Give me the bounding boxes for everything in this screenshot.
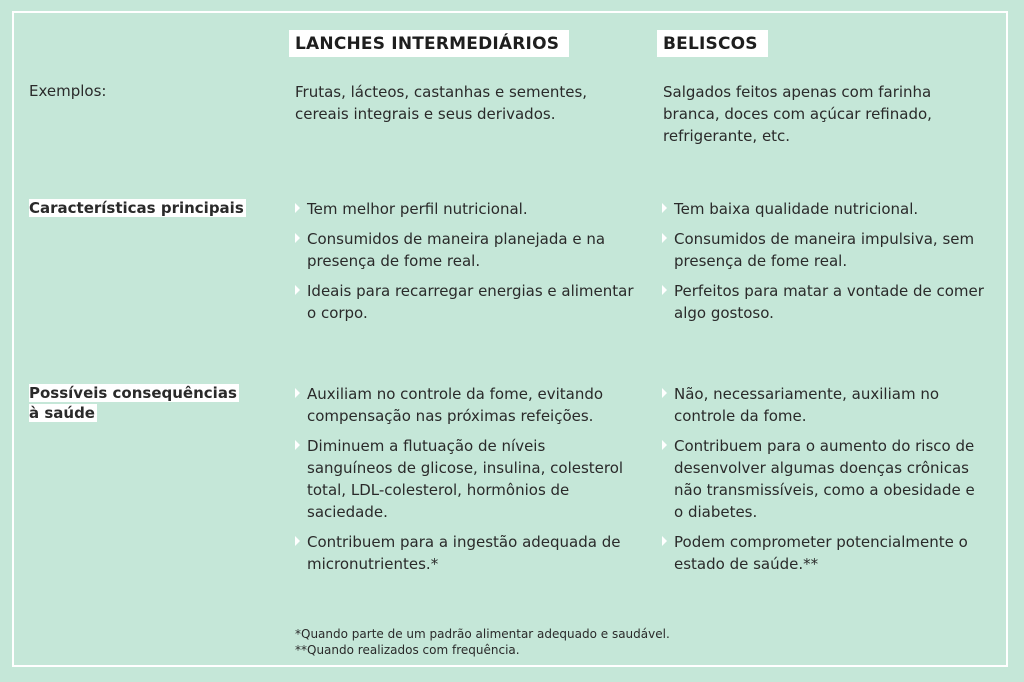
list-item xyxy=(662,198,1007,220)
row-label-characteristics xyxy=(29,198,246,218)
list-item xyxy=(295,280,640,324)
footnote-1: *Quando parte de um padrão alimentar adequado e saudável. xyxy=(295,627,670,641)
bullet-triangle-icon xyxy=(295,285,300,295)
list-item-text: Contribuem para o aumento do risco de desenvolver algumas doenças crônicas não transmissíveis, como a obesidade e o diabetes. xyxy=(674,437,975,521)
characteristics-lanches-list xyxy=(295,198,640,324)
list-item xyxy=(662,280,1007,324)
header-beliscos: BELISCOS xyxy=(657,30,768,57)
list-item xyxy=(295,435,625,523)
list-item xyxy=(662,228,1007,272)
list-item-text: Podem comprometer potencialmente o estado de saúde.** xyxy=(674,533,968,573)
bullet-triangle-icon xyxy=(662,536,667,546)
bullet-triangle-icon xyxy=(662,440,667,450)
list-item-text: Consumidos de maneira planejada e na presença de fome real. xyxy=(307,230,606,270)
list-item xyxy=(295,531,625,575)
list-item-text: Perfeitos para matar a vontade de comer algo gostoso. xyxy=(674,282,984,322)
list-item-text: Não, necessariamente, auxiliam no controle da fome. xyxy=(674,385,940,425)
list-item-text: Auxiliam no controle da fome, evitando compensação nas próximas refeições. xyxy=(307,385,604,425)
bullet-triangle-icon xyxy=(295,388,300,398)
bullet-triangle-icon xyxy=(295,440,300,450)
row-label-consequences xyxy=(29,383,249,423)
examples-beliscos: Salgados feitos apenas com farinha branca, doces com açúcar refinado, refrigerante, etc. xyxy=(663,83,932,145)
examples-lanches: Frutas, lácteos, castanhas e sementes, cereais integrais e seus derivados. xyxy=(295,83,588,123)
consequences-lanches-list xyxy=(295,383,625,575)
row-label-examples: Exemplos: xyxy=(29,82,107,100)
bullet-triangle-icon xyxy=(295,233,300,243)
list-item-text: Consumidos de maneira impulsiva, sem presença de fome real. xyxy=(674,230,975,270)
footnote-2: **Quando realizados com frequência. xyxy=(295,643,520,657)
bullet-triangle-icon xyxy=(662,203,667,213)
list-item xyxy=(662,435,977,523)
bullet-triangle-icon xyxy=(662,388,667,398)
consequences-beliscos-list xyxy=(662,383,977,575)
bullet-triangle-icon xyxy=(295,203,300,213)
bullet-triangle-icon xyxy=(295,536,300,546)
list-item xyxy=(662,383,977,427)
row-label-consequences-text: Possíveis consequências à saúde xyxy=(29,384,237,422)
list-item-text: Ideais para recarregar energias e alimentar o corpo. xyxy=(307,282,634,322)
bullet-triangle-icon xyxy=(662,285,667,295)
row-label-characteristics-text: Características principais xyxy=(29,199,244,217)
list-item xyxy=(295,198,640,220)
list-item-text: Contribuem para a ingestão adequada de micronutrientes.* xyxy=(307,533,621,573)
list-item-text: Diminuem a flutuação de níveis sanguíneos de glicose, insulina, colesterol total, LDL-colesterol, hormônios de saciedade. xyxy=(307,437,624,521)
list-item xyxy=(662,531,977,575)
header-lanches-intermediarios: LANCHES INTERMEDIÁRIOS xyxy=(289,30,569,57)
characteristics-beliscos-list xyxy=(662,198,1007,324)
list-item xyxy=(295,383,625,427)
list-item xyxy=(295,228,640,272)
bullet-triangle-icon xyxy=(662,233,667,243)
list-item-text: Tem baixa qualidade nutricional. xyxy=(674,200,919,218)
list-item-text: Tem melhor perfil nutricional. xyxy=(307,200,528,218)
